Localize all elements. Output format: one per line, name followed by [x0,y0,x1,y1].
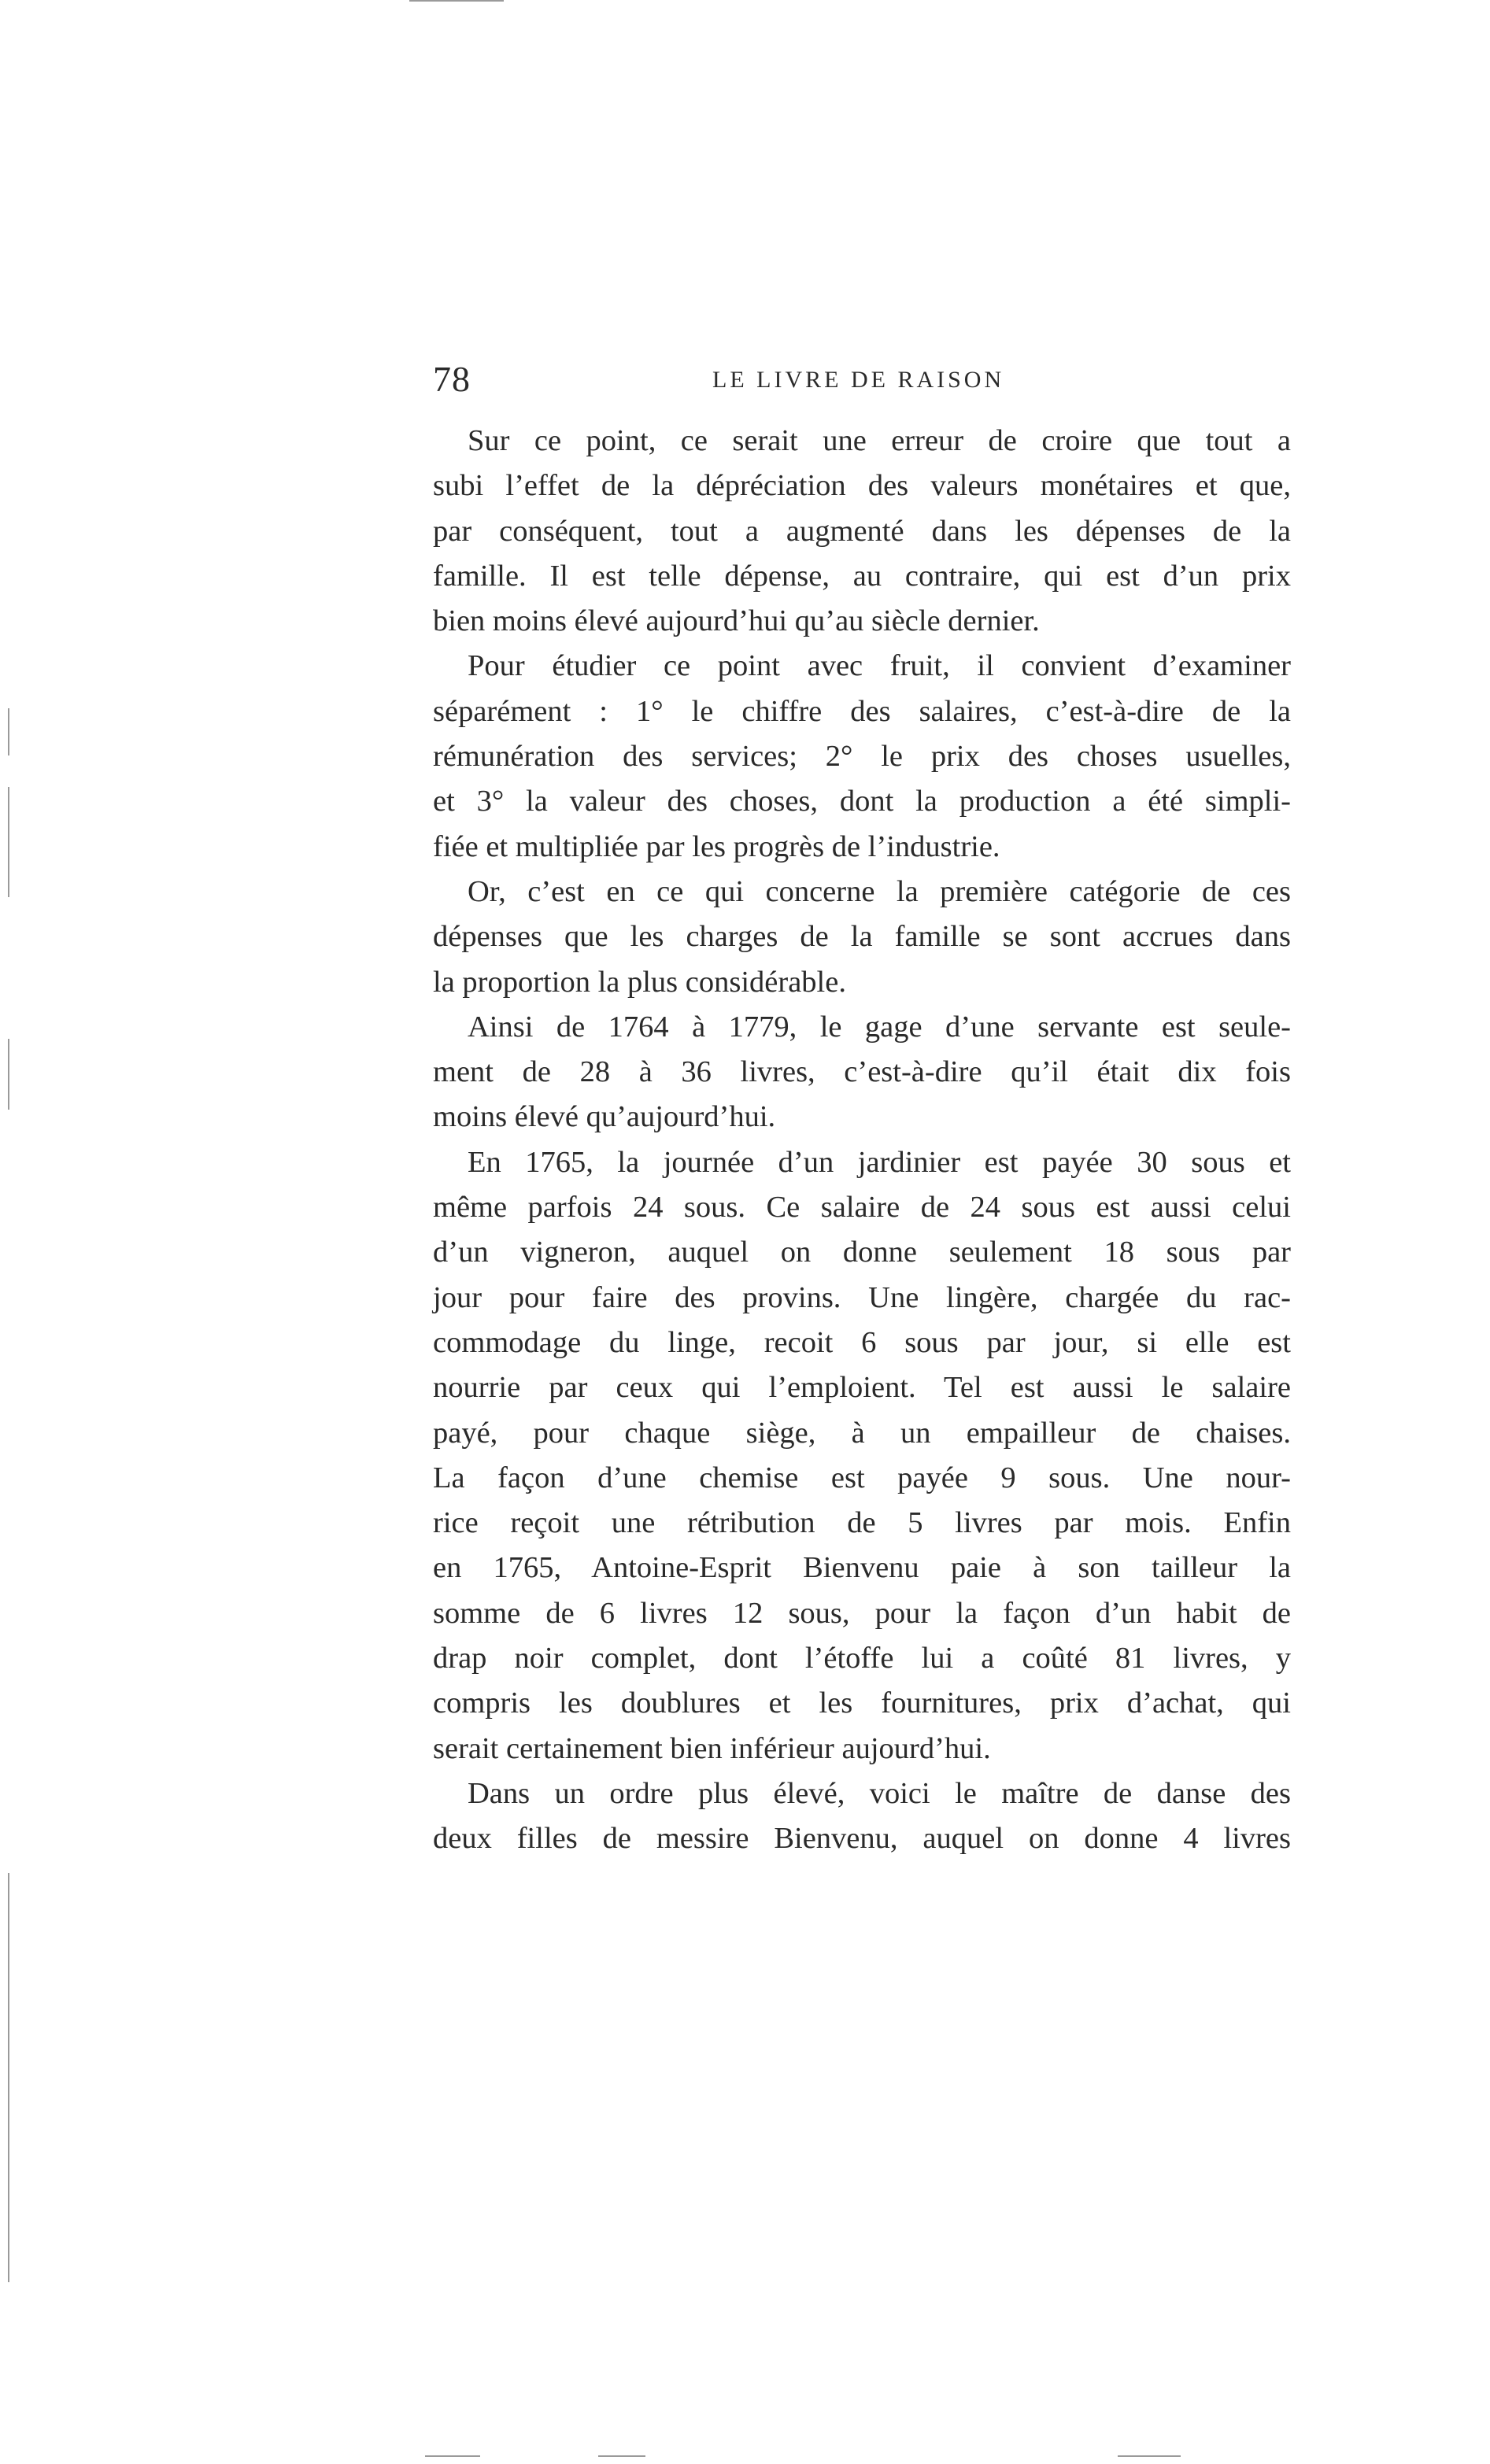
text-line: compris les doublures et les fournitures, prix d’achat, qui [433,1686,1291,1720]
text-line: En 1765, la journée d’un jardinier est payée 30 sous et [468,1145,1291,1179]
text-line: La façon d’une chemise est payée 9 sous. Une nour- [433,1461,1291,1494]
scan-mark-left-2 [8,787,9,897]
text-line: moins élevé qu’aujourd’hui. [433,1100,776,1134]
paragraph-3 [433,870,1291,1005]
text-line: subi l’effet de la dépréciation des valeurs monétaires et que, [433,469,1291,503]
text-line: famille. Il est telle dépense, au contraire, qui est d’un prix [433,559,1291,593]
text-line: bien moins élevé aujourd’hui qu’au siècle dernier. [433,604,1040,638]
paragraph-1 [433,419,1291,644]
scan-mark-bottom-3 [1118,2455,1181,2457]
text-line: la proportion la plus considérable. [433,965,846,999]
scan-mark-left-4 [8,1873,9,2282]
paragraph-2 [433,644,1291,869]
text-line: Dans un ordre plus élevé, voici le maître de danse des [468,1776,1291,1810]
paragraph-4 [433,1005,1291,1140]
page-header [433,356,1291,403]
text-line: dépenses que les charges de la famille se sont accrues dans [433,920,1291,954]
text-line: séparément : 1° le chiffre des salaires, c’est-à-dire de la [433,694,1291,728]
text-line: commodage du linge, recoit 6 sous par jour, si elle est [433,1325,1291,1359]
page-number: 78 [433,359,471,399]
text-line: Or, c’est en ce qui concerne la première catégorie de ces [468,874,1291,908]
text-line: drap noir complet, dont l’étoffe lui a coûté 81 livres, y [433,1642,1291,1675]
scan-mark-left-3 [8,1039,9,1110]
scan-mark-bottom-2 [598,2455,645,2457]
paragraph-6 [433,1771,1291,1862]
text-line: nourrie par ceux qui l’emploient. Tel est aussi le salaire [433,1371,1291,1405]
paragraph-5 [433,1140,1291,1771]
text-line: ment de 28 à 36 livres, c’est-à-dire qu’il était dix fois [433,1055,1291,1089]
text-line: rice reçoit une rétribution de 5 livres par mois. Enfin [433,1506,1291,1540]
text-line: et 3° la valeur des choses, dont la production a été simpli- [433,785,1291,818]
text-line: deux filles de messire Bienvenu, auquel on donne 4 livres [433,1822,1291,1856]
scan-mark-left-1 [8,708,9,755]
scan-mark-top [409,0,504,2]
text-line: par conséquent, tout a augmenté dans les dépenses de la [433,514,1291,548]
text-line: en 1765, Antoine-Esprit Bienvenu paie à son tailleur la [433,1551,1291,1585]
text-line: jour pour faire des provins. Une lingère, chargée du rac- [433,1280,1291,1314]
body-text [433,419,1291,1862]
running-title: LE LIVRE DE RAISON [712,367,1005,393]
text-line: payé, pour chaque siège, à un empailleur de chaises. [433,1416,1291,1450]
text-line: somme de 6 livres 12 sous, pour la façon d’un habit de [433,1596,1291,1630]
text-line: Ainsi de 1764 à 1779, le gage d’une servante est seule- [468,1010,1291,1044]
text-line: fiée et multipliée par les progrès de l’industrie. [433,829,1000,863]
text-line: serait certainement bien inférieur aujourd’hui. [433,1731,991,1765]
text-line: d’un vigneron, auquel on donne seulement 18 sous par [433,1236,1291,1269]
text-line: Sur ce point, ce serait une erreur de croire que tout a [468,424,1291,457]
text-line: Pour étudier ce point avec fruit, il convient d’examiner [468,649,1291,683]
text-line: rémunération des services; 2° le prix des choses usuelles, [433,740,1291,774]
text-line: même parfois 24 sous. Ce salaire de 24 sous est aussi celui [433,1191,1291,1225]
scan-mark-bottom-1 [425,2455,480,2457]
